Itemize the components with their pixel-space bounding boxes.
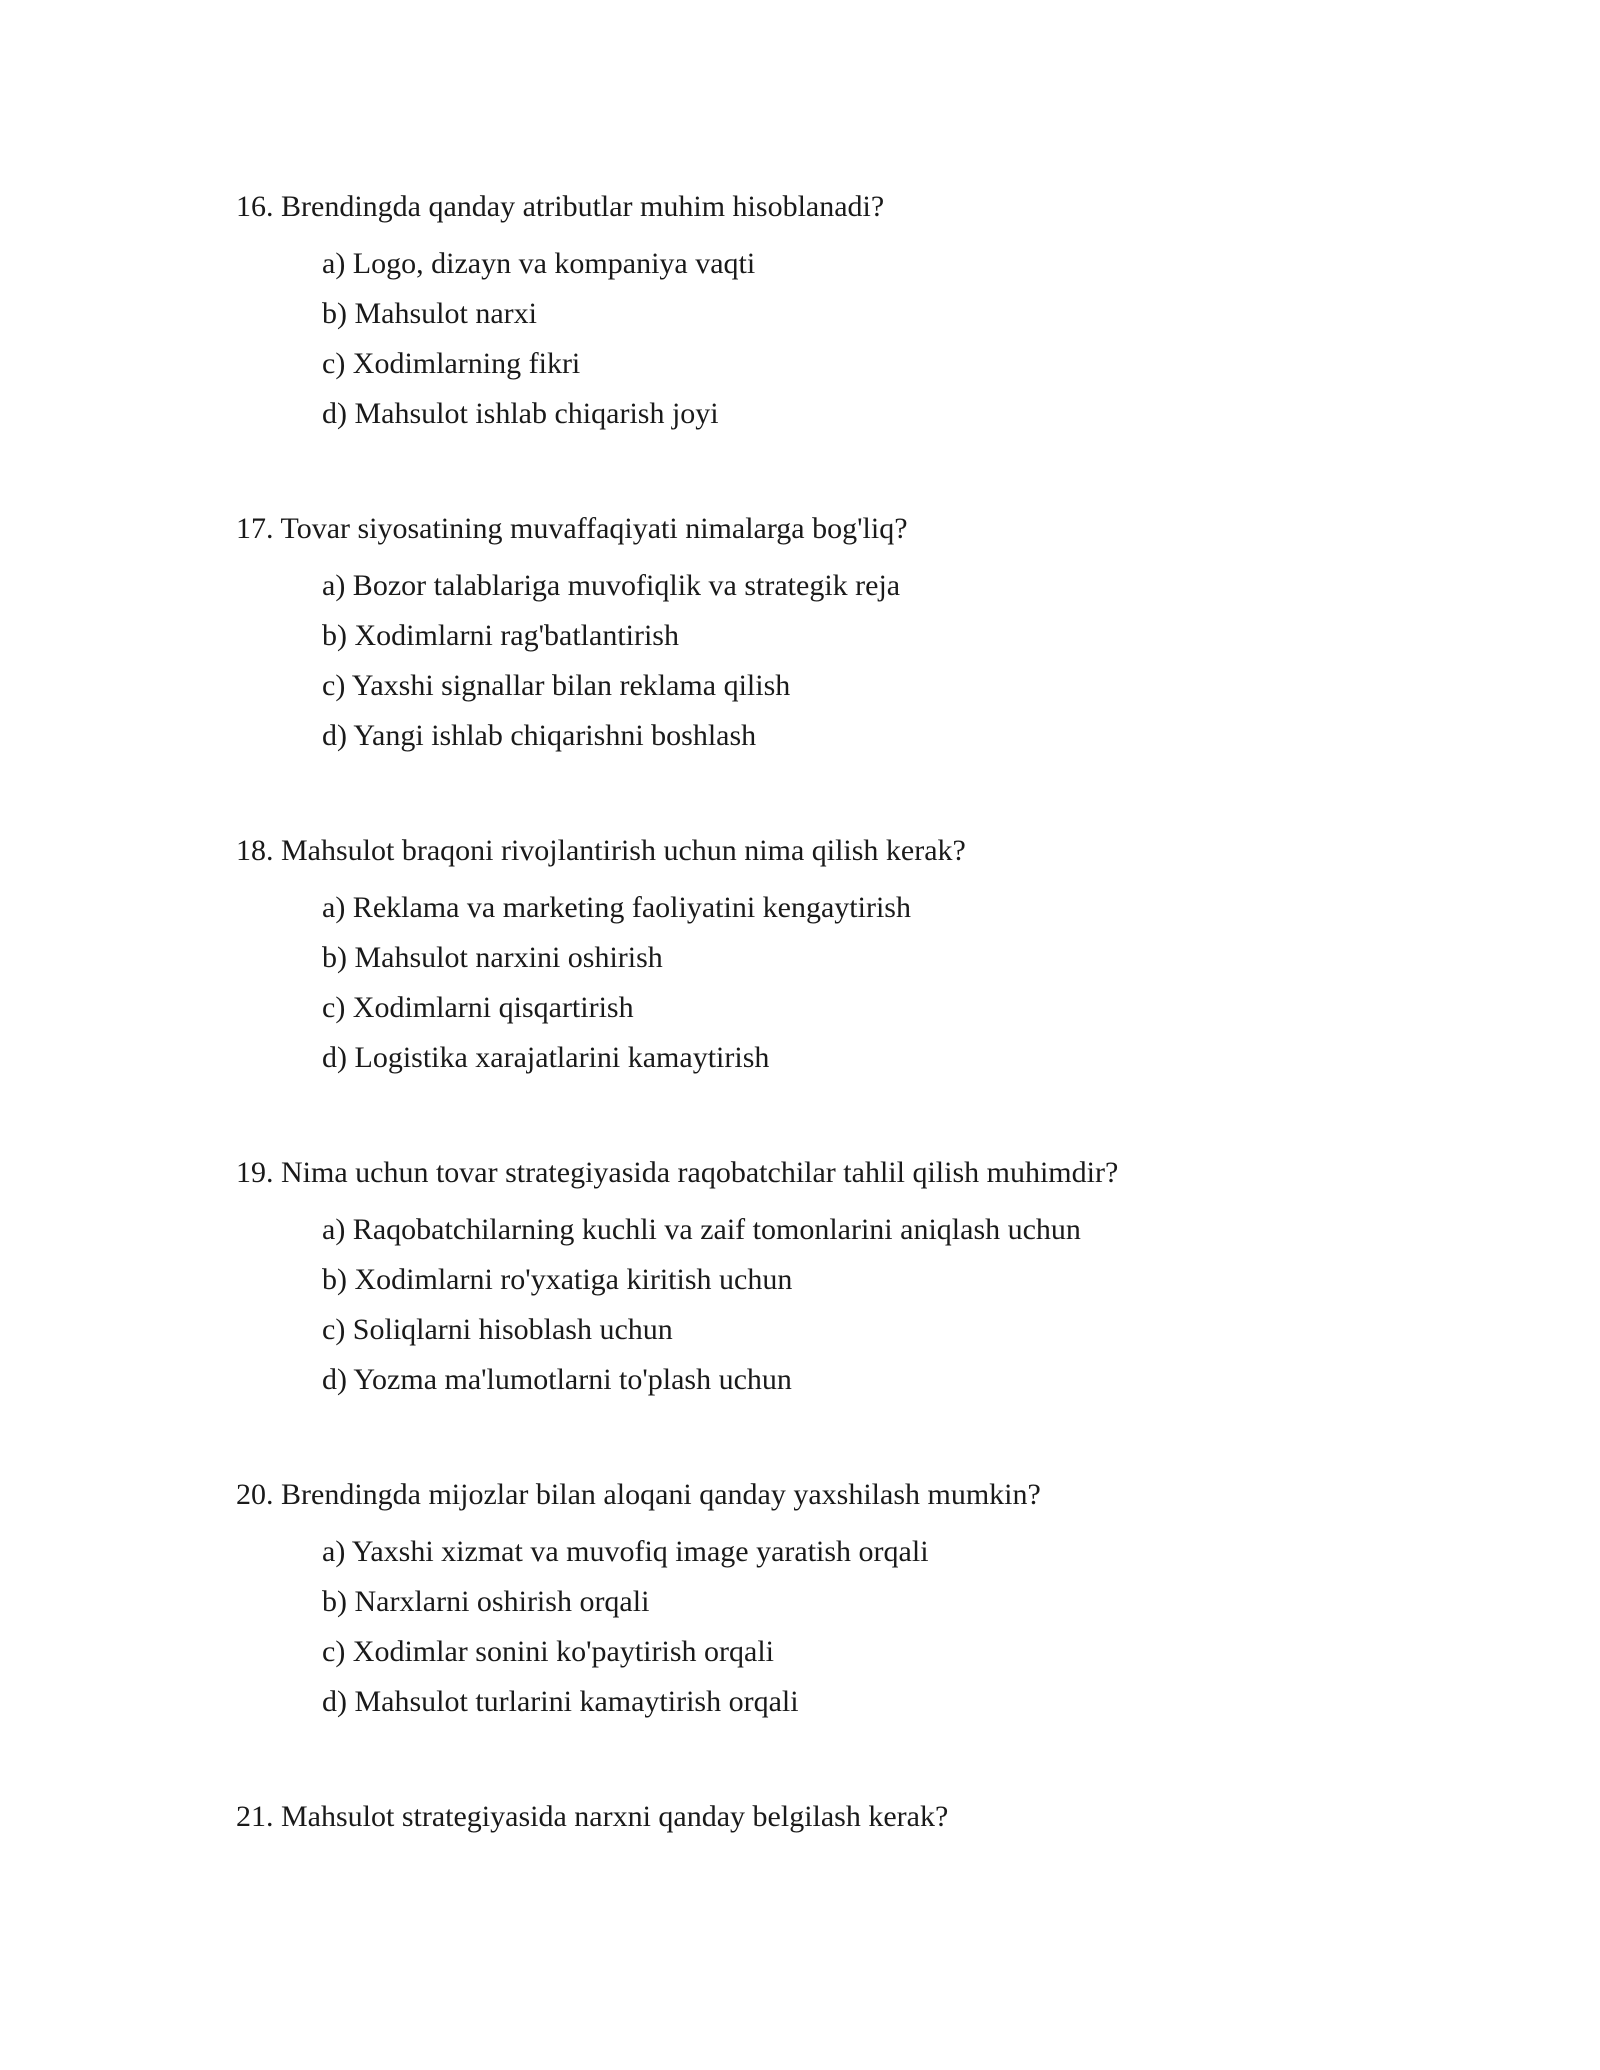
- option-list: [322, 247, 1436, 431]
- option-a: a) Reklama va marketing faoliyatini kengaytirish: [322, 891, 911, 924]
- question-20: [236, 1478, 1436, 1719]
- option-d: d) Yangi ishlab chiqarishni boshlash: [322, 719, 757, 752]
- option-list: [322, 1535, 1436, 1719]
- option-c: c) Yaxshi signallar bilan reklama qilish: [322, 669, 791, 702]
- option-b: b) Xodimlarni ro'yxatiga kiritish uchun: [322, 1263, 793, 1296]
- option-c: c) Xodimlarni qisqartirish: [322, 991, 634, 1024]
- question-text: 16. Brendingda qanday atributlar muhim hisoblanadi?: [236, 190, 885, 223]
- option-b: b) Narxlarni oshirish orqali: [322, 1585, 650, 1618]
- option-d: d) Mahsulot ishlab chiqarish joyi: [322, 397, 719, 430]
- question-18: [236, 834, 1436, 1075]
- option-b: b) Xodimlarni rag'batlantirish: [322, 619, 679, 652]
- option-c: c) Xodimlarning fikri: [322, 347, 581, 380]
- option-list: [322, 1213, 1436, 1397]
- question-text: 20. Brendingda mijozlar bilan aloqani qanday yaxshilash mumkin?: [236, 1478, 1041, 1511]
- option-b: b) Mahsulot narxini oshirish: [322, 941, 663, 974]
- question-19: [236, 1156, 1436, 1397]
- question-21: [236, 1800, 1436, 1834]
- option-c: c) Xodimlar sonini ko'paytirish orqali: [322, 1635, 774, 1668]
- question-text: 18. Mahsulot braqoni rivojlantirish uchun nima qilish kerak?: [236, 834, 966, 867]
- option-list: [322, 569, 1436, 753]
- option-a: a) Logo, dizayn va kompaniya vaqti: [322, 247, 756, 280]
- question-text: 17. Tovar siyosatining muvaffaqiyati nimalarga bog'liq?: [236, 512, 908, 545]
- option-d: d) Logistika xarajatlarini kamaytirish: [322, 1041, 770, 1074]
- question-16: [236, 190, 1436, 431]
- option-d: d) Yozma ma'lumotlarni to'plash uchun: [322, 1363, 792, 1396]
- option-a: a) Bozor talablariga muvofiqlik va strategik reja: [322, 569, 901, 602]
- option-a: a) Yaxshi xizmat va muvofiq image yaratish orqali: [322, 1535, 929, 1568]
- option-a: a) Raqobatchilarning kuchli va zaif tomonlarini aniqlash uchun: [322, 1213, 1081, 1246]
- option-b: b) Mahsulot narxi: [322, 297, 537, 330]
- question-text: 21. Mahsulot strategiyasida narxni qanday belgilash kerak?: [236, 1800, 949, 1833]
- question-text: 19. Nima uchun tovar strategiyasida raqobatchilar tahlil qilish muhimdir?: [236, 1156, 1119, 1189]
- option-c: c) Soliqlarni hisoblash uchun: [322, 1313, 673, 1346]
- question-17: [236, 512, 1436, 753]
- option-list: [322, 891, 1436, 1075]
- option-d: d) Mahsulot turlarini kamaytirish orqali: [322, 1685, 799, 1718]
